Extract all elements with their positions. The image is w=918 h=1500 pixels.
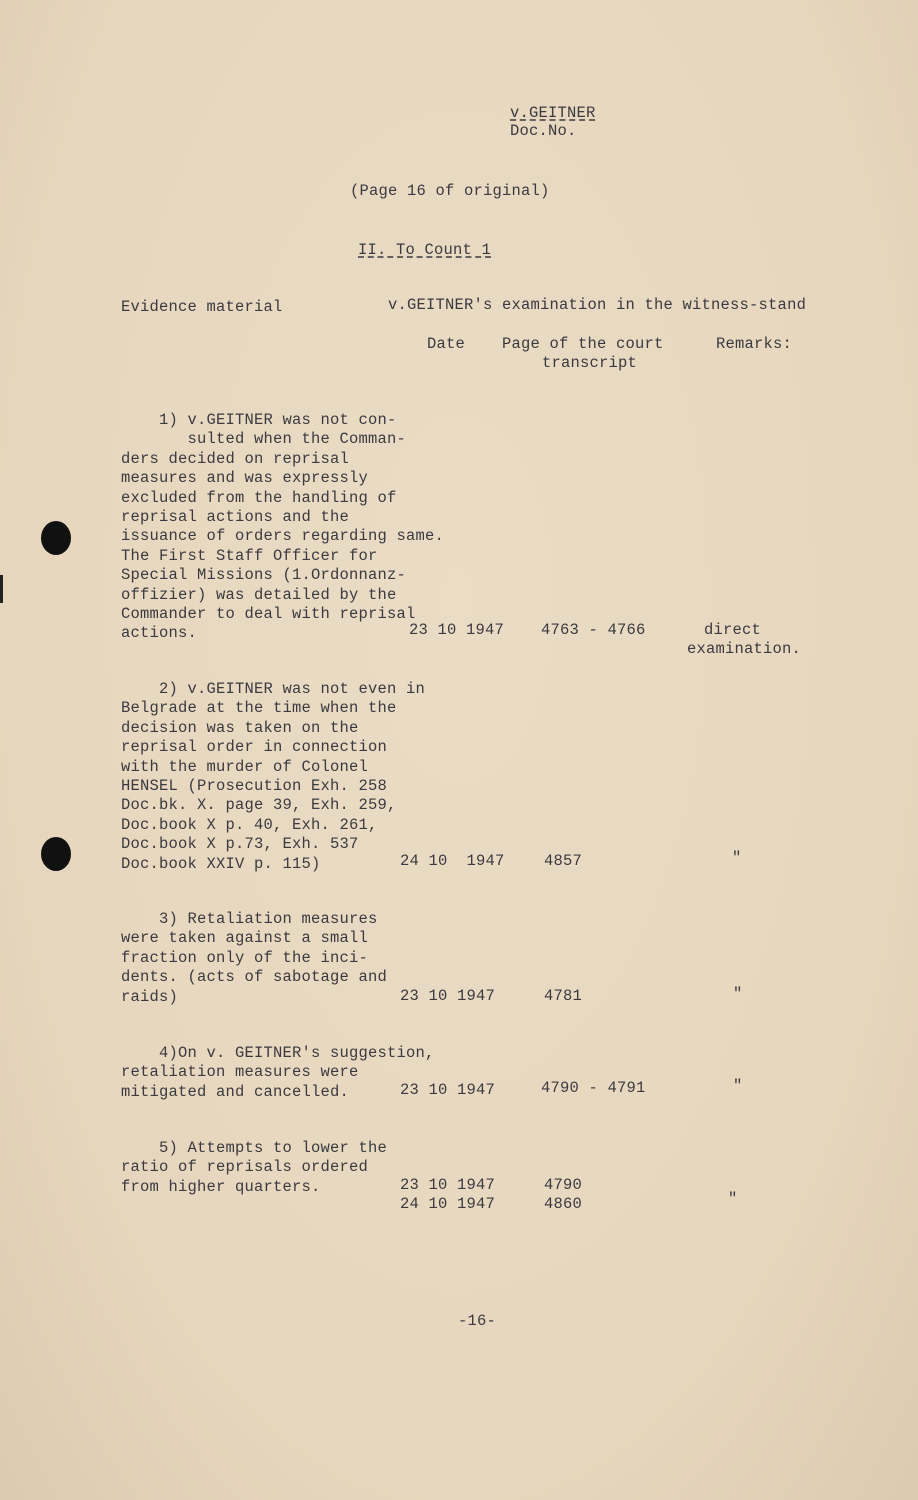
punch-hole bbox=[41, 521, 71, 555]
item-page-2: 4860 bbox=[544, 1195, 583, 1213]
column-examination: v.GEITNER's examination in the witness-stand bbox=[388, 296, 807, 314]
section-title: II. To Count 1 bbox=[358, 241, 492, 259]
item-date: 23 10 1947 bbox=[409, 621, 505, 639]
item-remarks-line2: examination. bbox=[687, 640, 802, 658]
item-page: 4790 bbox=[544, 1176, 583, 1194]
item-page: 4781 bbox=[544, 987, 583, 1005]
page-number: -16- bbox=[458, 1312, 497, 1330]
page-of-original: (Page 16 of original) bbox=[350, 182, 550, 200]
item-date: 23 10 1947 bbox=[400, 1176, 496, 1194]
item-remarks: " bbox=[728, 1190, 738, 1208]
item-remarks: " bbox=[733, 1077, 743, 1095]
doc-number: Doc.No. bbox=[510, 122, 577, 140]
item-text: 4)On v. GEITNER's suggestion, retaliation measures were mitigated and cancelled. bbox=[121, 1044, 435, 1101]
column-page-line2: transcript bbox=[542, 354, 638, 372]
item-page: 4790 - 4791 bbox=[541, 1079, 646, 1097]
item-remarks: " bbox=[733, 985, 743, 1003]
item-remarks: direct bbox=[704, 621, 762, 639]
item-text: 5) Attempts to lower the ratio of reprisals ordered from higher quarters. bbox=[121, 1139, 388, 1196]
item-page: 4763 - 4766 bbox=[541, 621, 646, 639]
item-date: 24 10 1947 bbox=[400, 852, 505, 870]
edge-mark bbox=[0, 575, 3, 603]
column-date: Date bbox=[427, 335, 466, 353]
column-remarks: Remarks: bbox=[716, 335, 793, 353]
item-date: 23 10 1947 bbox=[400, 987, 496, 1005]
defendant-name: v.GEITNER bbox=[510, 104, 596, 122]
item-date: 23 10 1947 bbox=[400, 1081, 496, 1099]
punch-hole bbox=[41, 837, 71, 871]
item-date-2: 24 10 1947 bbox=[400, 1195, 496, 1213]
item-remarks: " bbox=[732, 849, 742, 867]
column-page: Page of the court bbox=[502, 335, 664, 353]
item-text: 2) v.GEITNER was not even in Belgrade at the time when the decision was taken on the reprisal order in connection with the murder of Colonel HENSEL (Prosecution Exh. 258 Doc.bk. X. page 39, Exh. 259, Doc.book X p. 40, Exh. 261, Doc.book X p.73, Exh. 537 Doc.book XXIV p. 115) bbox=[121, 680, 426, 873]
item-text: 1) v.GEITNER was not con- sulted when the Comman- ders decided on reprisal measures and was expressly excluded from the handling of reprisal actions and the issuance of orders regarding same. The First Staff Officer for Special Missions (1.Ordonnanz- offizier) was detailed by the Commander to deal with reprisal actions. bbox=[121, 411, 445, 643]
column-evidence: Evidence material bbox=[121, 298, 283, 316]
item-text: 3) Retaliation measures were taken against a small fraction only of the inci- dents. (acts of sabotage and raids) bbox=[121, 910, 388, 1006]
item-page: 4857 bbox=[544, 852, 583, 870]
